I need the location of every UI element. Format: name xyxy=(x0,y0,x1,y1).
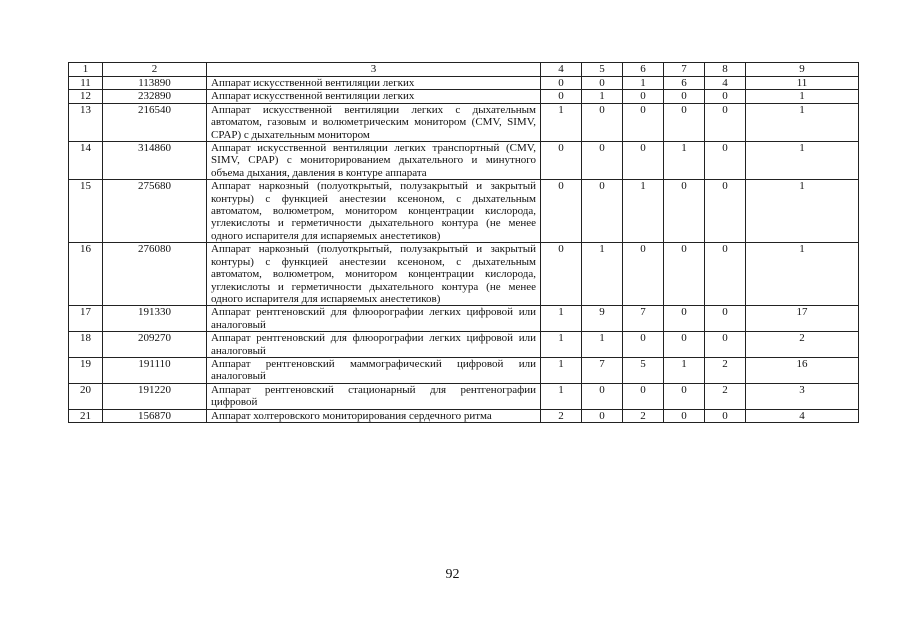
row-number-cell: 18 xyxy=(69,332,103,358)
row-number-cell: 19 xyxy=(69,357,103,383)
count-cell-4: 0 xyxy=(541,90,582,103)
count-cell-5: 1 xyxy=(582,90,623,103)
header-cell: 3 xyxy=(207,63,541,77)
table-row xyxy=(69,77,859,90)
count-cell-7: 0 xyxy=(664,332,705,358)
code-cell: 191220 xyxy=(103,383,207,409)
row-number-cell: 17 xyxy=(69,306,103,332)
count-cell-5: 0 xyxy=(582,180,623,243)
code-cell: 276080 xyxy=(103,243,207,306)
count-cell-8: 0 xyxy=(705,90,746,103)
count-cell-6: 7 xyxy=(623,306,664,332)
code-cell: 209270 xyxy=(103,332,207,358)
count-cell-4: 0 xyxy=(541,180,582,243)
row-number-cell: 16 xyxy=(69,243,103,306)
description-cell: Аппарат рентгеновский маммографический цифровой или аналоговый xyxy=(207,357,541,383)
count-cell-4: 0 xyxy=(541,243,582,306)
description-cell: Аппарат наркозный (полуоткрытый, полузакрытый и закрытый контуры) с функцией анестезии ксеноном, с дыхательным автоматом, волюметром, монитором концентрации кислорода, углекислоты и герметичности дыхательного контура (не менее одного испарителя для испаряемых анестетиков) xyxy=(207,180,541,243)
count-cell-7: 1 xyxy=(664,357,705,383)
count-cell-7: 0 xyxy=(664,306,705,332)
description-cell: Аппарат рентгеновский стационарный для рентгенографии цифровой xyxy=(207,383,541,409)
total-cell: 1 xyxy=(746,142,859,180)
code-cell: 113890 xyxy=(103,77,207,90)
total-cell: 2 xyxy=(746,332,859,358)
count-cell-4: 1 xyxy=(541,383,582,409)
count-cell-7: 0 xyxy=(664,90,705,103)
count-cell-8: 2 xyxy=(705,383,746,409)
count-cell-7: 6 xyxy=(664,77,705,90)
table-body xyxy=(69,77,859,423)
count-cell-4: 1 xyxy=(541,103,582,141)
total-cell: 1 xyxy=(746,90,859,103)
count-cell-4: 1 xyxy=(541,332,582,358)
total-cell: 4 xyxy=(746,409,859,422)
count-cell-8: 4 xyxy=(705,77,746,90)
count-cell-6: 0 xyxy=(623,243,664,306)
total-cell: 3 xyxy=(746,383,859,409)
row-number-cell: 13 xyxy=(69,103,103,141)
table-row xyxy=(69,180,859,243)
table-row xyxy=(69,357,859,383)
code-cell: 275680 xyxy=(103,180,207,243)
count-cell-6: 0 xyxy=(623,103,664,141)
row-number-cell: 21 xyxy=(69,409,103,422)
total-cell: 17 xyxy=(746,306,859,332)
header-row xyxy=(69,63,859,77)
count-cell-8: 0 xyxy=(705,243,746,306)
count-cell-5: 0 xyxy=(582,383,623,409)
table-row xyxy=(69,409,859,422)
description-cell: Аппарат холтеровского мониторирования сердечного ритма xyxy=(207,409,541,422)
count-cell-4: 2 xyxy=(541,409,582,422)
count-cell-8: 0 xyxy=(705,306,746,332)
table-row xyxy=(69,306,859,332)
row-number-cell: 12 xyxy=(69,90,103,103)
count-cell-5: 0 xyxy=(582,103,623,141)
count-cell-4: 0 xyxy=(541,77,582,90)
count-cell-6: 1 xyxy=(623,77,664,90)
total-cell: 11 xyxy=(746,77,859,90)
header-cell: 1 xyxy=(69,63,103,77)
count-cell-7: 0 xyxy=(664,243,705,306)
table-row xyxy=(69,90,859,103)
row-number-cell: 20 xyxy=(69,383,103,409)
count-cell-5: 1 xyxy=(582,243,623,306)
header-cell: 5 xyxy=(582,63,623,77)
count-cell-6: 5 xyxy=(623,357,664,383)
table-row xyxy=(69,332,859,358)
description-cell: Аппарат наркозный (полуоткрытый, полузакрытый и закрытый контуры) с функцией анестезии ксеноном, с дыхательным автоматом, волюметром, монитором концентрации кислорода, углекислоты и герметичности дыхательного контура (не менее одного испарителя для испаряемых анестетиков) xyxy=(207,243,541,306)
total-cell: 16 xyxy=(746,357,859,383)
count-cell-8: 0 xyxy=(705,180,746,243)
count-cell-4: 1 xyxy=(541,306,582,332)
count-cell-8: 0 xyxy=(705,103,746,141)
count-cell-7: 0 xyxy=(664,103,705,141)
count-cell-5: 1 xyxy=(582,332,623,358)
count-cell-6: 0 xyxy=(623,90,664,103)
page-number: 92 xyxy=(445,567,460,582)
count-cell-4: 1 xyxy=(541,357,582,383)
count-cell-5: 7 xyxy=(582,357,623,383)
equipment-table xyxy=(68,62,859,423)
header-cell: 6 xyxy=(623,63,664,77)
count-cell-4: 0 xyxy=(541,142,582,180)
count-cell-5: 0 xyxy=(582,142,623,180)
count-cell-8: 2 xyxy=(705,357,746,383)
total-cell: 1 xyxy=(746,180,859,243)
count-cell-6: 0 xyxy=(623,142,664,180)
table-row xyxy=(69,103,859,141)
count-cell-7: 0 xyxy=(664,409,705,422)
header-cell: 8 xyxy=(705,63,746,77)
table-row xyxy=(69,383,859,409)
count-cell-6: 1 xyxy=(623,180,664,243)
description-cell: Аппарат искусственной вентиляции легких xyxy=(207,90,541,103)
table-row xyxy=(69,243,859,306)
count-cell-6: 0 xyxy=(623,332,664,358)
code-cell: 314860 xyxy=(103,142,207,180)
code-cell: 216540 xyxy=(103,103,207,141)
header-cell: 2 xyxy=(103,63,207,77)
count-cell-6: 0 xyxy=(623,383,664,409)
count-cell-7: 0 xyxy=(664,383,705,409)
header-cell: 4 xyxy=(541,63,582,77)
total-cell: 1 xyxy=(746,243,859,306)
count-cell-5: 9 xyxy=(582,306,623,332)
count-cell-7: 1 xyxy=(664,142,705,180)
count-cell-5: 0 xyxy=(582,77,623,90)
count-cell-8: 0 xyxy=(705,409,746,422)
count-cell-7: 0 xyxy=(664,180,705,243)
code-cell: 191330 xyxy=(103,306,207,332)
description-cell: Аппарат рентгеновский для флюорографии легких цифровой или аналоговый xyxy=(207,332,541,358)
description-cell: Аппарат искусственной вентиляции легких xyxy=(207,77,541,90)
total-cell: 1 xyxy=(746,103,859,141)
description-cell: Аппарат искусственной вентиляции легких с дыхательным автоматом, газовым и волюметрическим монитором (CMV, SIMV, CPAP) с дыхательным монитором xyxy=(207,103,541,141)
count-cell-8: 0 xyxy=(705,332,746,358)
row-number-cell: 11 xyxy=(69,77,103,90)
count-cell-5: 0 xyxy=(582,409,623,422)
row-number-cell: 15 xyxy=(69,180,103,243)
description-cell: Аппарат искусственной вентиляции легких транспортный (CMV, SIMV, CPAP) с мониторированием дыхательного и минутного объема дыхания, давления в контуре аппарата xyxy=(207,142,541,180)
code-cell: 232890 xyxy=(103,90,207,103)
header-cell: 9 xyxy=(746,63,859,77)
count-cell-8: 0 xyxy=(705,142,746,180)
code-cell: 156870 xyxy=(103,409,207,422)
count-cell-6: 2 xyxy=(623,409,664,422)
table-row xyxy=(69,142,859,180)
description-cell: Аппарат рентгеновский для флюорографии легких цифровой или аналоговый xyxy=(207,306,541,332)
header-cell: 7 xyxy=(664,63,705,77)
code-cell: 191110 xyxy=(103,357,207,383)
row-number-cell: 14 xyxy=(69,142,103,180)
